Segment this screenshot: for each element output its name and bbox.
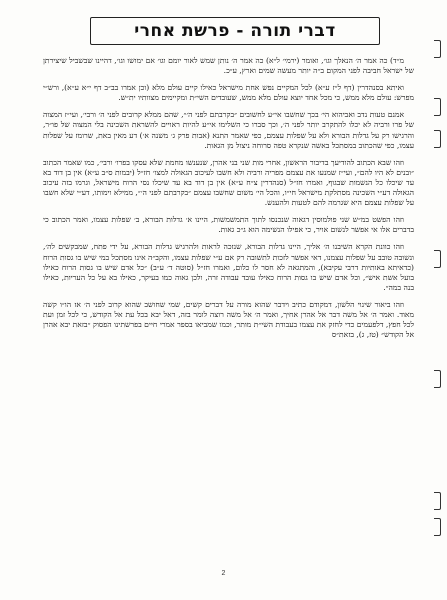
binding-hole-icon [434,40,441,58]
paragraph: מ״ד) כה אמר ה׳ הנאלך וגו׳, ואומר (ירמי׳ ל״א) כה אמר ה׳ נותן שמש לאור יומם וגו׳ אם ימושו וגו׳, דהיינו שבשביל שיצירתן של ישראל חביבה לפני המקום ב״ה יותר מעשה שמים וארץ, ע״כ. [43,56,414,76]
body-text [43,56,414,347]
paragraph: וזהו הפשט במ״ש שני פולמוסין דגאוה שנכנסו לתוך התמשמשות, היינו א׳ גדלות הבורא, ב׳ שפלות עצמו, ואמר הכתוב כי בדברים אלו אי אפשר לנשום אויר, כי אפילו הנשימה הוא ג״כ גאות. [43,215,414,235]
binding-marks [433,40,441,580]
paragraph: וזהו כוונת הקרא השיבנו ה׳ אליך, היינו גדלות הבורא, שנזכה לראות ולהרגיש גדלות הבורא, על ידי פתח, שמבקשים לה׳, ונשובה טובב על שפלות עצמנו, דאי אפשר לזכות לתשובה רק אם ע״י שפלות עצמו, והקב״ה אינו מסתכל במי שיש בו גסות הרוח (כדאיתא באותיות דרבי עקיבא), והמתגאה לא חסר לו כלום, ואמרו חז״ל (סוטה ד׳ ע״ב) ״כל אדם שיש בו גסות הרוח כאילו בועל אשת איש״, וכל אדם שיש בו גסות הרוח כאילו עובד עבודה זרה, ולכן גאוה כמו בעיקר, כאילו בא על כל העריות, כאילו בנה במה״. [43,242,414,292]
binding-hole-icon [434,98,441,116]
paragraph: וזהו שבא הכתוב להודיעך בדיבור הראשון, אחרי מות שני בני אהרן, שנענשו מחמת שלא עסקו בפרו׳ ורבי׳, כמו שאמר הכתוב ״ובנים לא היו להם״, ועי״ז שמנעו את עצמם מפריה ורביה ולא חשבו לעיכוב הגאולה למצו׳ חז״ל (יבמות ס״ב ע״א) אין בן דוד בא עד שיכלו כל הנשמות שבגוף, ואמרו חז״ל (סנהדרין צ״ח ע״א) אין בן דוד בא עד שיכלו נסי הרוח מישראל, וגרמו בזה עיכוב הגאולה דע״י השכינה מסתלקת מישראל חי״ו, והכל הי׳ משום שחשבו עצמם ״בקרבתם לפני ה׳״, ממילא וימותו, דע״י שלא חשבו על שפלות עצמם היא שגרמה להם לטעות ולהענש. [43,157,414,208]
paragraph: ואיתא בסנהדרין (דף ל״ז ע״א) לכל המקיים נפש אחת מישראל כאילו קיים עולם מלא (וכן אמרו בב״ב דף י״א ע״א), ורש״י מפרש: עולם מלא ממש, כי מכל אחד יוצא עולם מלא ממש, שעובדים השי״ת ומקיימים מצוותיו ית״ש. [43,83,414,103]
binding-hole-icon [434,370,441,388]
binding-hole-icon [434,250,441,268]
binding-hole-icon [434,130,441,148]
paragraph: וזהו ביאור שינוי הלשון, דמקודם כתיב וידבר שהוא מורה על דברים קשים, שמי שחושב שהוא קרוב לפני ה׳ אז הו״ו קשה מאוד. ואמר ה׳ אל משה דבר אל אהרן אחיך, ואמר ה׳ אל משה רוצה לומר בזה, דאל יבא בכל עת אל הקודש, כי לכל זמן ועת לכל חפץ, דלפעמים כדי לחזק את עצמו בעבודת השי״ת מותר, וכמו שמביאו בספר אמרי חיים בפרשתינו הפסוק ״בזאת יבא אהרן אל הקודש״ (טז, ג), בזאת״ס [43,299,414,340]
page-number: 2 [221,570,226,577]
paragraph: אמנם טעות נדב ואביהוא הי׳ בכך שחשבו אי״ע לחשובים ״בקרבתם לפני ה׳״, שהם ממלא קרובים לפני ה׳ ורבי׳, ועי״ז המצוה של פרו ורביה לא יכלו להתקרב יותר לפני ה׳, וכך סברו כי השלימו אי״ע להיות ראויים להשראת השכינה בלי המצוה של פו״ר, והרגישו רק על גדלות הבורא ולא על שפלות עצמם, כפי שאמר התנא (אבות פרק ג׳ משנה א׳) דע מאין באת, שרומז על שפלות עצמו, כפי שהכתוב במסתכל באשה שנקרא טפה סרוחה ניצול מן הגאות. [43,110,414,150]
binding-hole-icon [434,492,441,510]
page-title: דברי תורה - פרשת אחרי [90,17,380,45]
binding-hole-icon [434,518,441,536]
